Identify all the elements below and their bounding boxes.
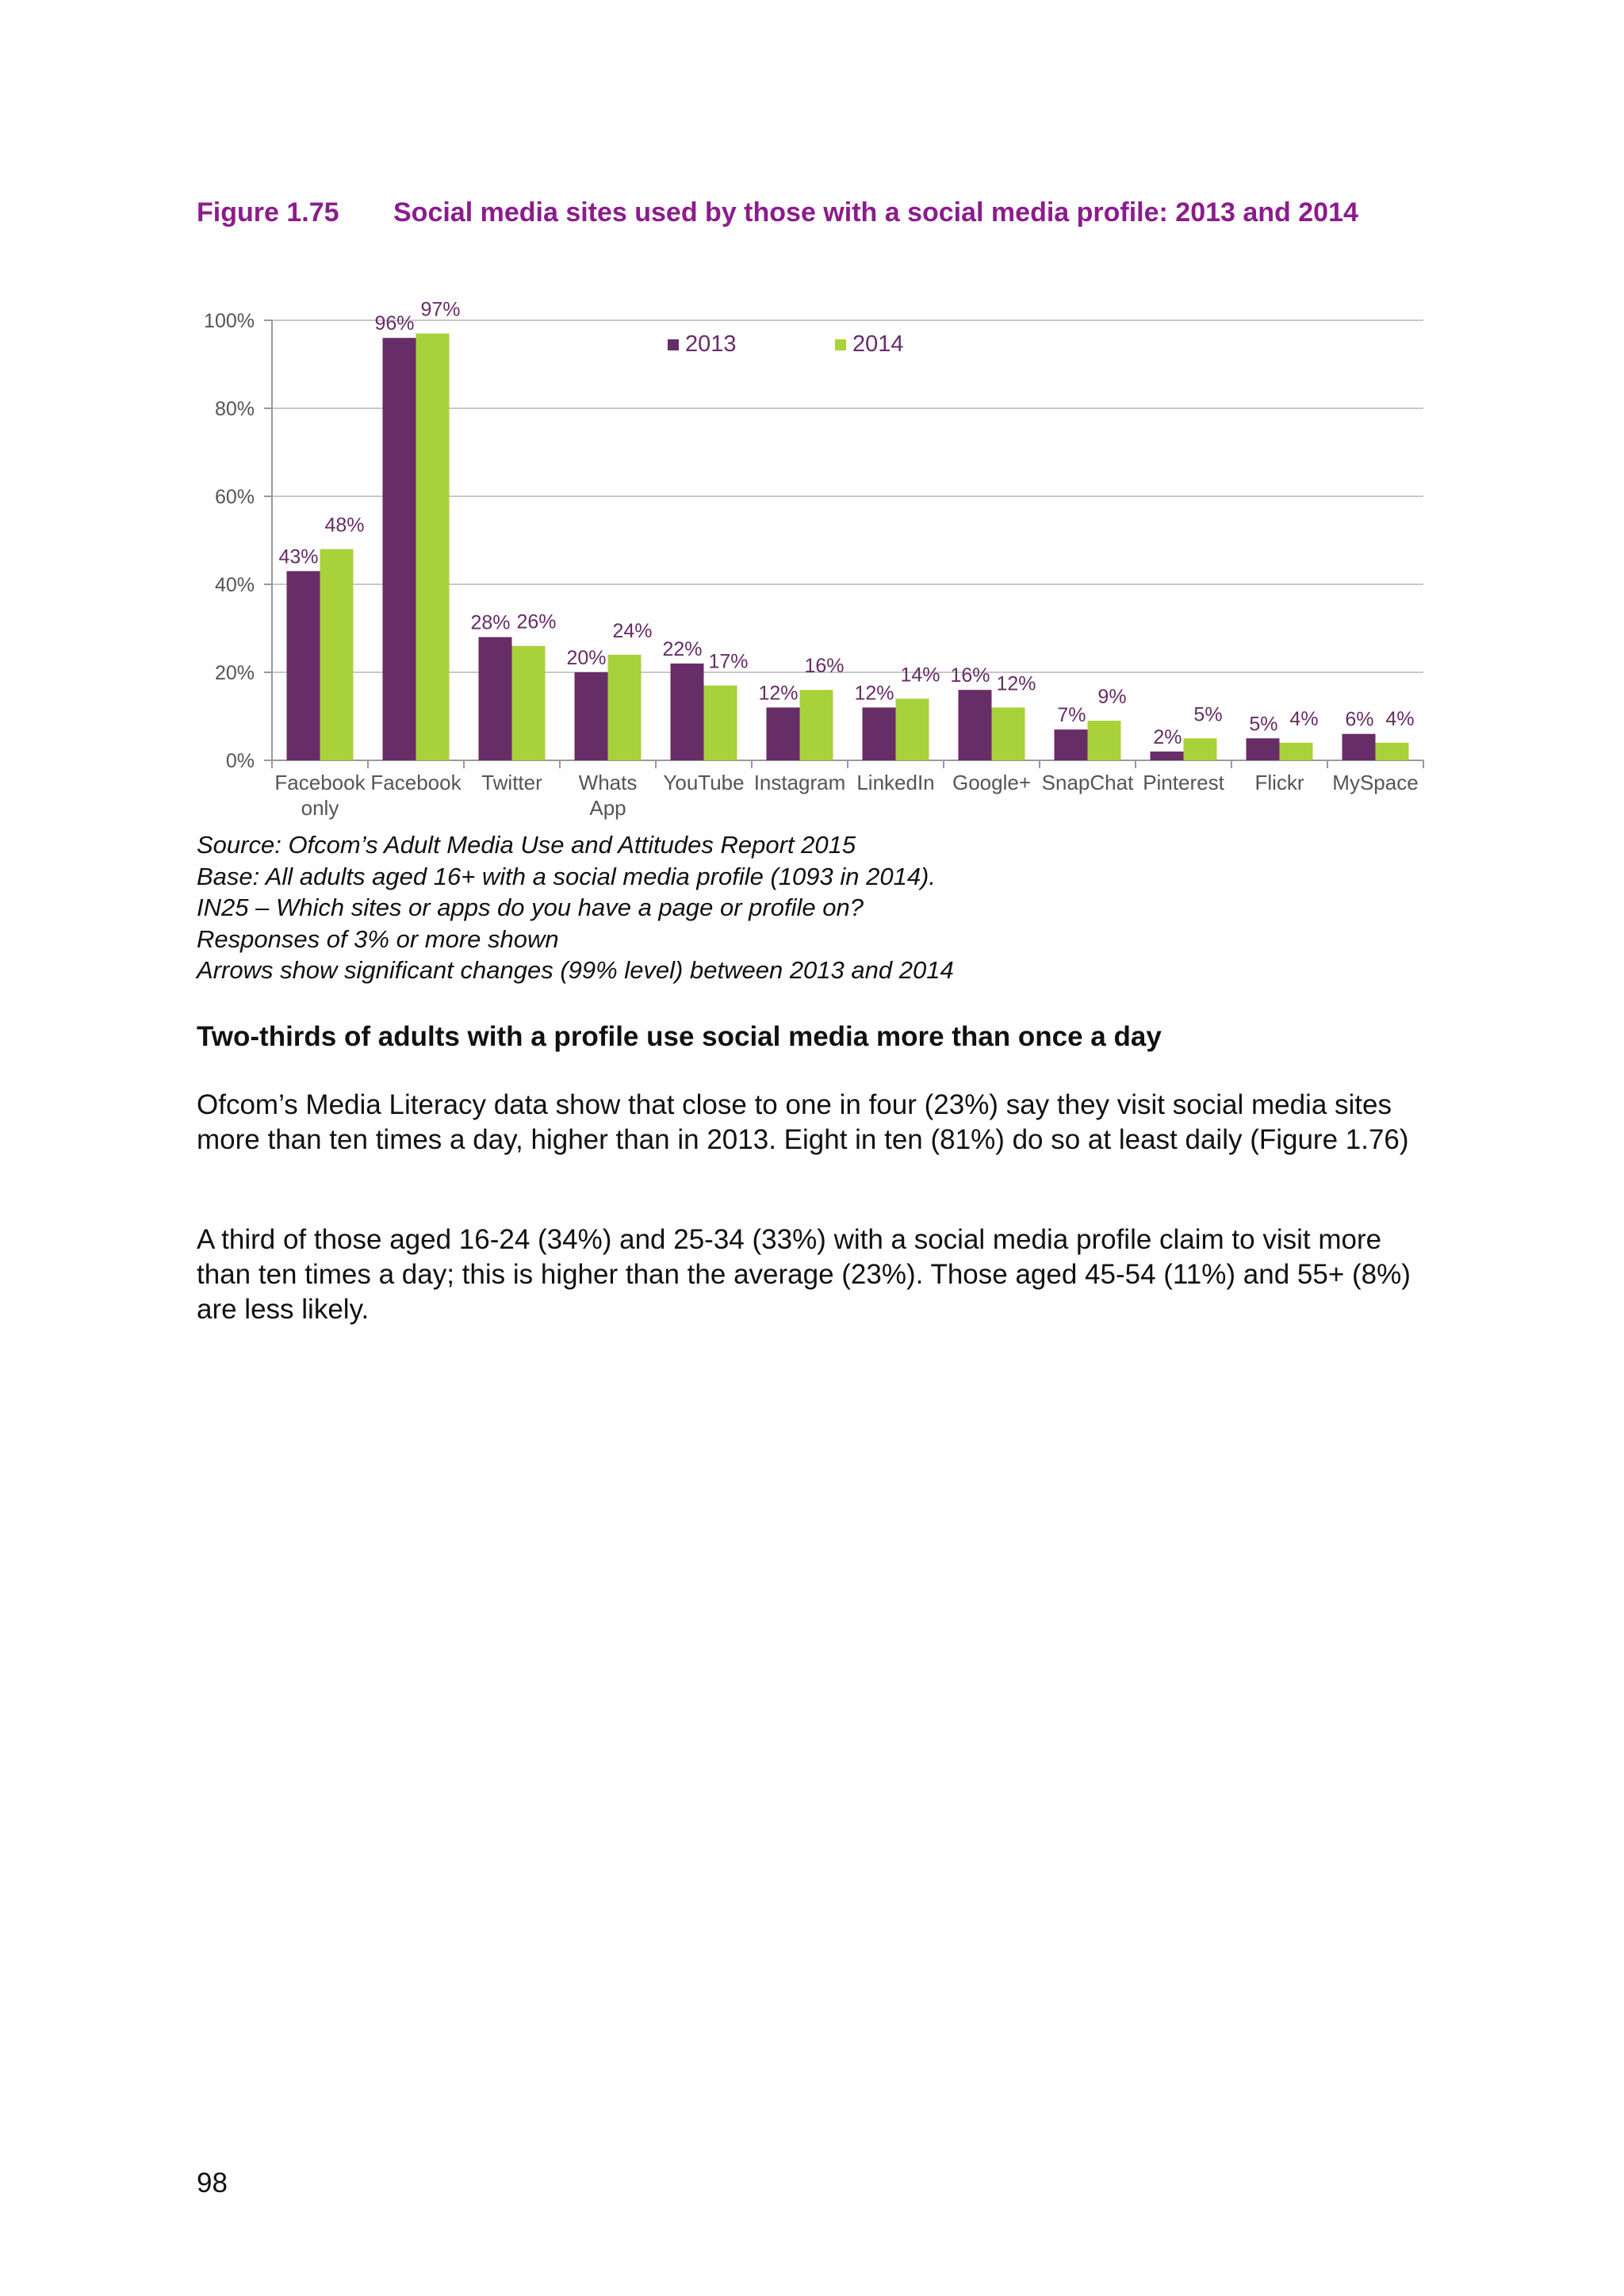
data-label: 5% [1249,713,1278,736]
y-tick-label: 60% [214,486,255,508]
x-category-label: Facebook only [274,771,366,820]
figure-notes [197,829,1465,986]
bar-2013 [383,338,416,760]
bar-2013 [767,707,800,760]
data-label: 12% [854,682,894,705]
y-tick-label: 20% [214,662,255,684]
y-tick-label: 80% [214,398,255,420]
bar-2013 [959,690,992,760]
x-category-label: LinkedIn [856,771,935,794]
bar-2014 [1280,743,1313,760]
x-category-label: SnapChat [1041,771,1134,794]
x-category-label: Instagram [753,771,846,794]
data-label: 26% [516,610,557,633]
note-base: Base: All adults aged 16+ with a social media profile (1093 in 2014). [197,862,936,890]
bar-2014 [320,549,354,760]
data-label: 28% [470,611,511,634]
bar-2013 [1247,738,1280,760]
x-category-label: YouTube [663,771,745,794]
data-label: 20% [566,647,607,669]
y-tick-label: 40% [214,574,255,596]
y-tick-label: 100% [204,310,255,332]
data-label: 96% [374,312,415,335]
bar-2013 [671,664,704,760]
x-category-label: MySpace [1332,771,1419,794]
bar-2013 [1151,752,1184,760]
x-category-label: Google+ [952,771,1032,794]
figure-title [197,195,1434,230]
data-label: 16% [804,655,845,678]
bar-2013 [1342,734,1376,760]
bar-2013 [479,637,512,760]
bar-2013 [1055,729,1088,760]
bar-2014 [704,686,737,760]
data-label: 17% [708,650,749,673]
paragraph: A third of those aged 16-24 (34%) and 25-34 (33%) with a social media profile claim to visit more than ten times a day; this is higher than the average (23%). Those aged 45-54 (11%) and 55+ (8%) are less likely. [197,1224,1411,1325]
x-category-label: Facebook [370,771,462,794]
data-label: 4% [1289,707,1319,730]
bar-2013 [575,672,608,760]
x-category-label: Whats App [578,771,638,820]
data-label: 2% [1153,725,1182,748]
note-source: Source: Ofcom’s Adult Media Use and Attitudes Report 2015 [197,831,856,859]
bar-2014 [416,334,450,760]
data-label: 6% [1345,708,1374,731]
x-category-label: Twitter [481,771,542,794]
page-number: 98 [197,2168,228,2198]
legend-swatch-2013 [668,339,679,350]
x-category-label: Flickr [1254,771,1304,794]
data-label: 9% [1097,686,1127,709]
data-label: 7% [1057,704,1086,727]
bar-2013 [287,571,320,760]
data-label: 14% [900,664,940,687]
bar-2014 [1088,721,1121,760]
bar-2014 [896,698,929,760]
data-label: 97% [420,298,461,321]
bar-2014 [512,646,546,760]
data-label: 48% [324,514,365,537]
data-label: 12% [758,682,799,705]
note-question: IN25 – Which sites or apps do you have a page or profile on? [197,894,864,921]
data-label: 43% [278,545,319,568]
figure-number: Figure 1.75 [197,197,339,228]
note-responses: Responses of 3% or more shown [197,924,559,953]
bar-2013 [863,707,896,760]
figure-title-text: Social media sites used by those with a social media profile: 2013 and 2014 [393,197,1358,228]
bar-2014 [608,655,642,760]
bar-2014 [800,690,833,760]
bar-2014 [1184,738,1217,760]
paragraph: Ofcom’s Media Literacy data show that close to one in four (23%) say they visit social media sites more than ten times a day, higher than in 2013. Eight in ten (81%) do so at least daily (Figure 1.76) [197,1089,1409,1155]
x-category-label: Pinterest [1143,771,1224,794]
bar-chart [182,293,1451,832]
data-label: 16% [950,664,990,687]
legend-label: 2013 [685,331,737,357]
bar-2014 [992,707,1025,760]
note-arrows: Arrows show significant changes (99% level) between 2013 and 2014 [197,956,954,984]
section-subheading: Two-thirds of adults with a profile use social media more than once a day [197,1021,1162,1052]
data-label: 24% [612,619,653,642]
data-label: 4% [1385,707,1415,730]
legend-label: 2014 [852,331,904,357]
bar-2014 [1376,743,1409,760]
data-label: 22% [662,637,703,660]
data-label: 5% [1193,703,1223,726]
y-tick-label: 0% [225,750,255,772]
data-label: 12% [996,672,1036,695]
legend-swatch-2014 [835,339,846,350]
